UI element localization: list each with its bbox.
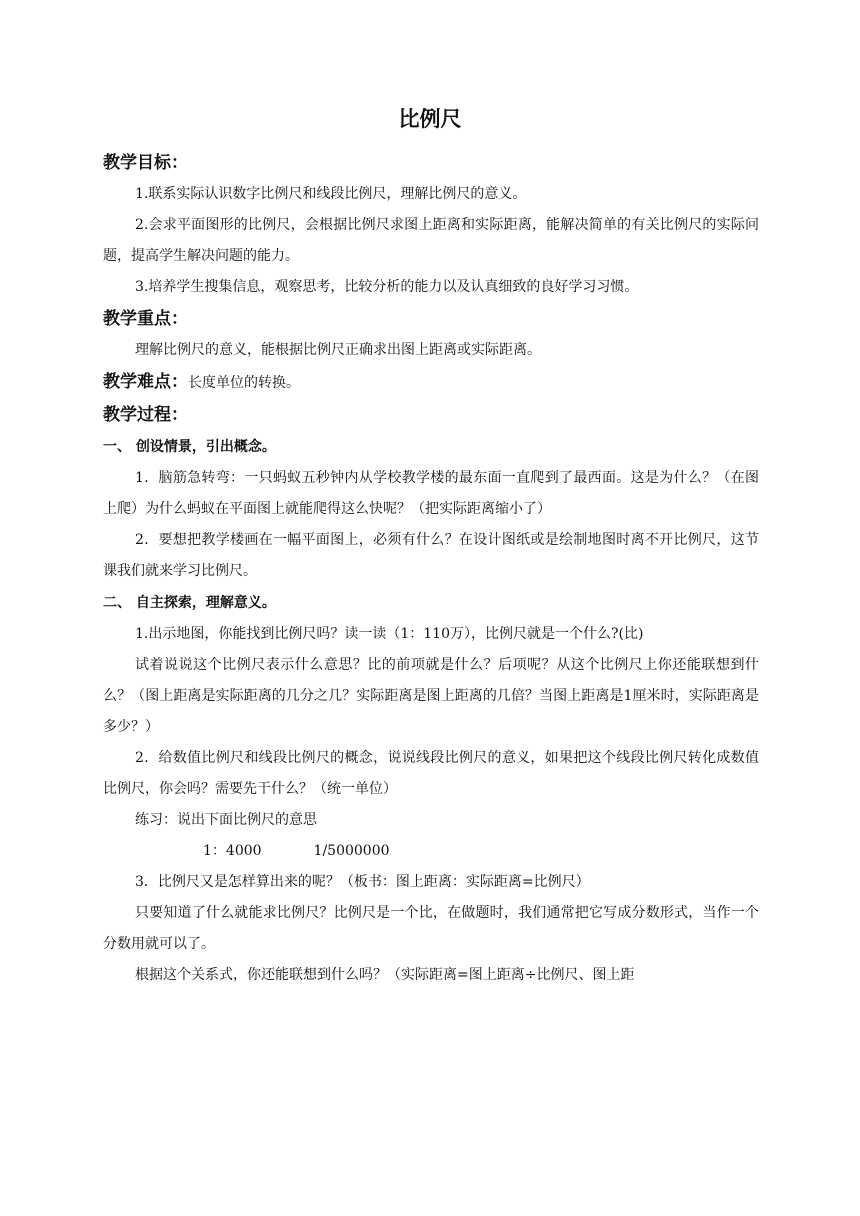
scale-example-1: 1：4000 <box>203 843 262 859</box>
goal-item: 2.会求平面图形的比例尺，会根据比例尺求图上距离和实际距离，能解决简单的有关比例尺的实际问题，提高学生解决问题的能力。 <box>103 217 759 264</box>
document-title: 比例尺 <box>398 107 462 131</box>
difficulty-text: 长度单位的转换。 <box>188 375 300 391</box>
goal-item: 1.联系实际认识数字比例尺和线段比例尺，理解比例尺的意义。 <box>135 186 527 202</box>
process-heading: 教学过程： <box>103 405 188 425</box>
section-2-paragraph: 只要知道了什么就能求比例尺？比例尺是一个比，在做题时，我们通常把它写成分数形式，当作一个分数用就可以了。 <box>103 905 759 952</box>
section-1-paragraph: 2．要想把教学楼画在一幅平面图上，必须有什么？在设计图纸或是绘制地图时离不开比例尺，这节课我们就来学习比例尺。 <box>103 532 759 579</box>
section-2-paragraph: 3．比例尺又是怎样算出来的呢？（板书：图上距离：实际距离=比例尺） <box>135 874 590 890</box>
goals-heading: 教学目标： <box>103 153 188 173</box>
section-2-paragraph: 2．给数值比例尺和线段比例尺的概念，说说线段比例尺的意义，如果把这个线段比例尺转化成数值比例尺，你会吗？需要先干什么？（统一单位） <box>103 750 759 797</box>
practice-label: 练习：说出下面比例尺的意思 <box>135 812 317 828</box>
section-2-paragraph: 试着说说这个比例尺表示什么意思？比的前项就是什么？后项呢？从这个比例尺上你还能联想到什么？（图上距离是实际距离的几分之几？实际距离是图上距离的几倍？当图上距离是1厘米时，实际距离是多少？） <box>103 657 759 735</box>
difficulty-line <box>103 366 759 399</box>
goal-item: 3.培养学生搜集信息，观察思考，比较分析的能力以及认真细致的良好学习习惯。 <box>135 279 639 295</box>
section-2-paragraph: 1.出示地图，你能找到比例尺吗？读一读（1：110万），比例尺就是一个什么?(比) <box>135 626 644 642</box>
section-1-heading: 一、 创设情景，引出概念。 <box>103 439 276 455</box>
section-2-heading: 二、 自主探索，理解意义。 <box>103 595 276 611</box>
scale-examples <box>103 836 759 867</box>
scale-example-2: 1/5000000 <box>313 843 390 859</box>
difficulty-heading: 教学难点： <box>103 372 188 392</box>
key-points-heading: 教学重点： <box>103 309 188 329</box>
section-1-paragraph: 1．脑筋急转弯：一只蚂蚁五秒钟内从学校教学楼的最东面一直爬到了最西面。这是为什么？（在图上爬）为什么蚂蚁在平面图上就能爬得这么快呢？（把实际距离缩小了） <box>103 470 759 517</box>
section-2-paragraph: 根据这个关系式，你还能联想到什么吗？（实际距离=图上距离÷比例尺、图上距 <box>135 967 635 983</box>
document-body <box>103 147 759 991</box>
key-points-text: 理解比例尺的意义，能根据比例尺正确求出图上距离或实际距离。 <box>135 342 541 358</box>
